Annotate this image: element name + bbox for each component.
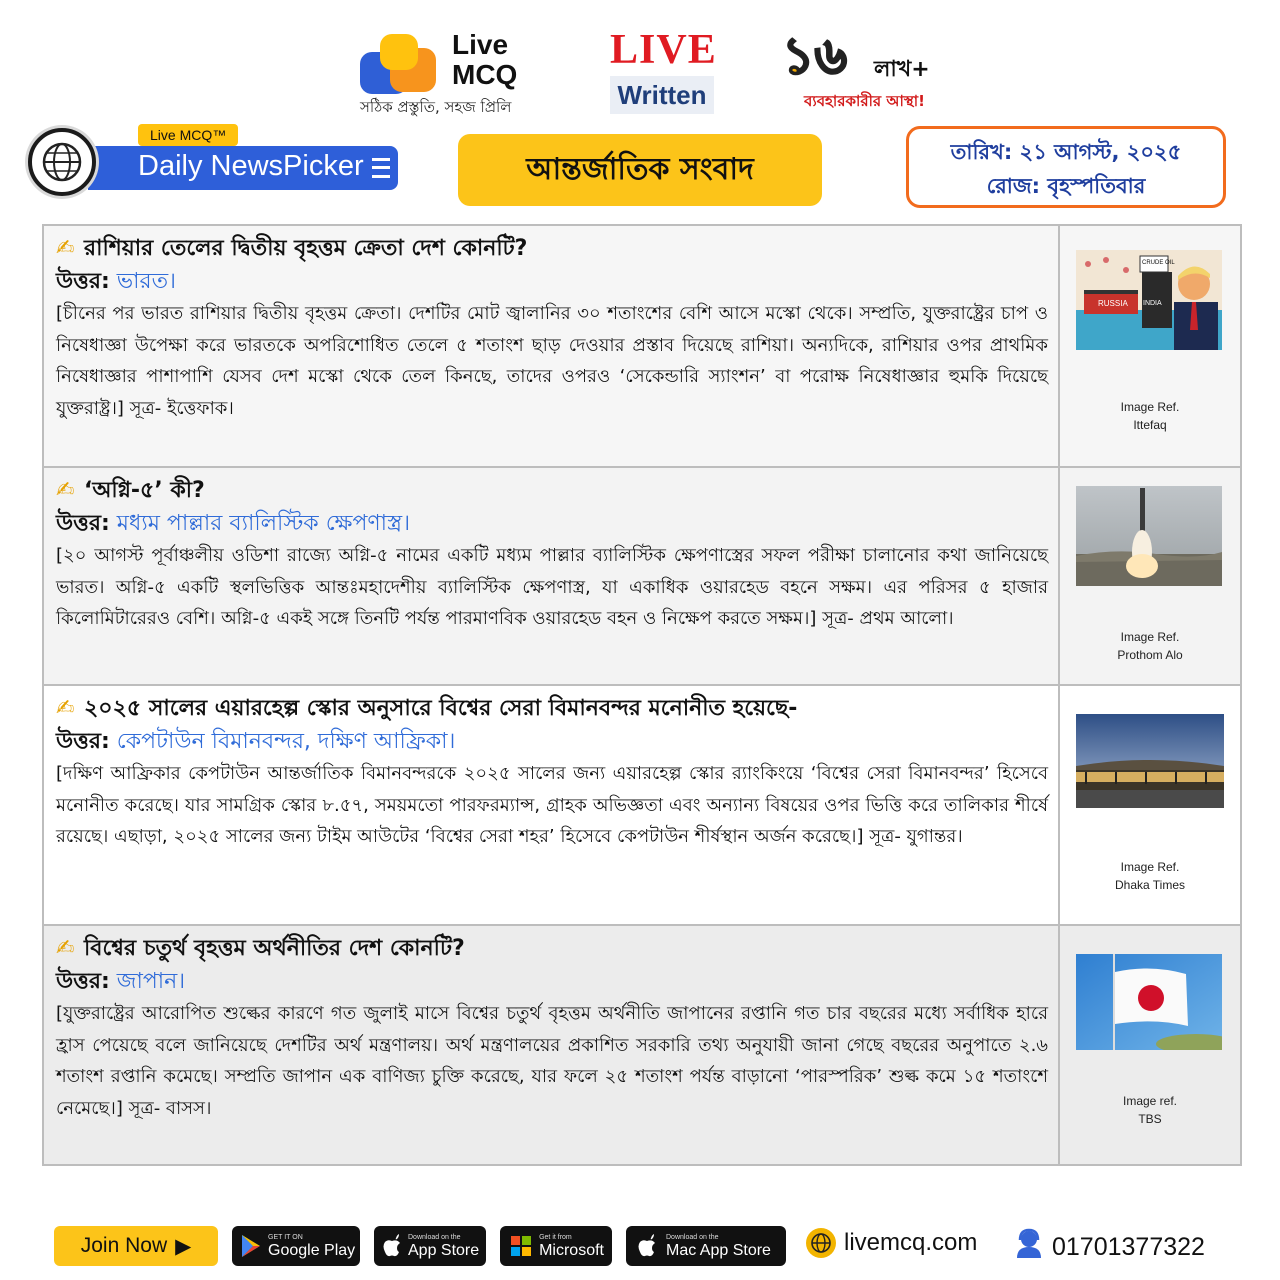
image-ref: Image Ref. Dhaka Times: [1114, 860, 1186, 892]
google-play-icon: [240, 1233, 262, 1259]
menu-lines-icon: [372, 158, 390, 178]
daily-newspicker-logo: [28, 124, 400, 202]
news-text: [44, 226, 1060, 466]
oil-trade-image: [1076, 250, 1222, 350]
pen-icon: ✍: [56, 696, 75, 721]
news-question: ✍ বিশ্বের চতুর্থ বৃহত্তম অর্থনীতির দেশ কোনটি?: [56, 932, 1048, 966]
news-image-cell: [1060, 226, 1240, 466]
news-image-cell: [1060, 468, 1240, 684]
live-written-line2: Written: [610, 76, 714, 114]
join-now-button[interactable]: Join Now ▶: [54, 1226, 218, 1266]
date-line: তারিখ: ২১ আগস্ট, ২০২৫: [950, 140, 1182, 164]
web-icon: [806, 1228, 836, 1258]
microsoft-icon: [508, 1233, 533, 1259]
news-question: ✍ রাশিয়ার তেলের দ্বিতীয় বৃহত্তম ক্রেতা দেশ কোনটি?: [56, 232, 1048, 266]
image-ref: Image Ref. Ittefaq: [1120, 400, 1180, 432]
news-item: [44, 926, 1240, 1164]
news-text: [44, 686, 1060, 924]
livemcq-brand: Live MCQ: [452, 29, 518, 90]
app-store-button[interactable]: Download on the App Store: [374, 1226, 486, 1266]
news-body: [যুক্তরাষ্ট্রের আরোপিত শুল্কের কারণে গত জুলাই মাসে বিশ্বের চতুর্থ বৃহত্তম অর্থনীতি জাপানের রপ্তানি গত চার বছরের মধ্যে সর্বাধিক হারে হ্রাস পেয়েছে বলে জানিয়েছে দেশটির অর্থ মন্ত্রণালয়। অর্থ মন্ত্রণালয়ের প্রকাশিত সরকারি তথ্য অনুযায়ী জানা গেছে বছরের অনুপাতে ২.৬ শতাংশ রপ্তানি কমেছে। সম্প্রতি জাপান এক বাণিজ্য চুক্তি করেছে, যার ফলে ২৫ শতাংশ পর্যন্ত বাড়ানো ‘পারস্পরিক’ শুল্ক কমে ১৫ শতাংশে নেমেছে।] সূত্র- বাসস।: [56, 1003, 1048, 1119]
microsoft-store-button[interactable]: Get it from Microsoft: [500, 1226, 612, 1266]
news-text: [44, 926, 1060, 1164]
news-answer: উত্তর: জাপান।: [56, 969, 186, 994]
date-box: [906, 126, 1226, 208]
dnp-badge: Live MCQ™: [138, 124, 238, 146]
users-number: ১৬: [782, 27, 847, 85]
play-icon: ▶: [175, 1234, 192, 1258]
phone-link[interactable]: 01701377322: [1014, 1228, 1205, 1267]
news-table: [42, 224, 1242, 1166]
users-trust: ব্যবহারকারীর আস্থা!: [804, 92, 926, 110]
news-image-cell: [1060, 686, 1240, 924]
livemcq-logo: [360, 28, 560, 118]
mac-app-store-button[interactable]: Download on the Mac App Store: [626, 1226, 786, 1266]
news-answer: উত্তর: ভারত।: [56, 269, 177, 294]
airport-image: [1076, 714, 1224, 808]
pen-icon: ✍: [56, 936, 75, 961]
footer: [0, 1222, 1280, 1268]
live-written-line1: LIVE: [610, 27, 717, 73]
live-written-logo: [610, 27, 717, 116]
missile-launch-image: [1076, 486, 1222, 586]
livemcq-tagline: সঠিক প্রস্তুতি, সহজ প্রিলি: [360, 98, 512, 116]
japan-flag-image: [1076, 954, 1222, 1050]
news-text: [44, 468, 1060, 684]
image-ref: Image ref. TBS: [1122, 1094, 1178, 1126]
dnp-bar: [88, 146, 398, 190]
website-link[interactable]: livemcq.com: [806, 1228, 977, 1258]
news-answer: উত্তর: মধ্যম পাল্লার ব্যালিস্টিক ক্ষেপণাস্ত্র।: [56, 511, 411, 536]
section-title: আন্তর্জাতিক সংবাদ: [458, 134, 822, 206]
image-ref: Image Ref. Prothom Alo: [1117, 630, 1183, 662]
news-item: [44, 468, 1240, 686]
pen-icon: ✍: [56, 236, 75, 261]
google-play-button[interactable]: GET IT ON Google Play: [232, 1226, 360, 1266]
news-item: [44, 226, 1240, 468]
svg-text:RUSSIA: RUSSIA: [1098, 299, 1128, 308]
pen-icon: ✍: [56, 478, 75, 503]
users-badge: [782, 28, 972, 118]
news-body: [চীনের পর ভারত রাশিয়ার দ্বিতীয় বৃহত্তম ক্রেতা। দেশটির মোট জ্বালানির ৩০ শতাংশের বেশি আসে মস্কো থেকে। সম্প্রতি, যুক্তরাষ্ট্রের চাপ ও নিষেধাজ্ঞা উপেক্ষা করে ভারতকে অপরিশোধিত তেলে ৫ শতাংশ ছাড় দেওয়ার প্রস্তাব দিয়েছে রাশিয়া। অন্যদিকে, রাশিয়ার ওপর প্রাথমিক নিষেধাজ্ঞার পাশাপাশি যেসব দেশ মস্কো থেকে তেল কিনছে, তাদের ওপরও ‘সেকেন্ডারি স্যাংশন’ বা পরোক্ষ নিষেধাজ্ঞার হুমকি দিয়েছে যুক্তরাষ্ট্র।] সূত্র- ইত্তেফাক।: [56, 303, 1048, 419]
news-question: ✍ ২০২৫ সালের এয়ারহেল্প স্কোর অনুসারে বিশ্বের সেরা বিমানবন্দর মনোনীত হয়েছে-: [56, 692, 1048, 726]
apple-icon: [382, 1233, 402, 1259]
svg-text:CRUDE OIL: CRUDE OIL: [1142, 260, 1175, 266]
dnp-title: Daily NewsPicker: [138, 150, 364, 182]
news-body: [দক্ষিণ আফ্রিকার কেপটাউন আন্তর্জাতিক বিমানবন্দরকে ২০২৫ সালের জন্য এয়ারহেল্প স্কোর র‍্যাংকিংয়ে ‘বিশ্বের সেরা বিমানবন্দর’ হিসেবে মনোনীত করেছে। যার সামগ্রিক স্কোর ৮.৫৭, সময়মতো পারফরম্যান্স, গ্রাহক অভিজ্ঞতা এবং অন্যান্য বিষয়ের ওপর ভিত্তি করে তালিকার শীর্ষে রয়েছে। এছাড়া, ২০২৫ সালের জন্য টাইম আউটের ‘বিশ্বের সেরা শহর’ হিসেবে কেপটাউন শীর্ষস্থান অর্জন করেছে।] সূত্র- যুগান্তর।: [56, 763, 1048, 847]
globe-icon: [28, 128, 96, 196]
phone-icon: [1014, 1228, 1044, 1267]
news-answer: উত্তর: কেপটাউন বিমানবন্দর, দক্ষিণ আফ্রিকা।: [56, 729, 456, 754]
news-body: [২০ আগস্ট পূর্বাঞ্চলীয় ওডিশা রাজ্যে অগ্নি-৫ নামের একটি মধ্যম পাল্লার ব্যালিস্টিক ক্ষেপণাস্ত্রের সফল পরীক্ষা চালানোর কথা জানিয়েছে ভারত। অগ্নি-৫ একটি স্থলভিত্তিক আন্তঃমহাদেশীয় ব্যালিস্টিক ক্ষেপণাস্ত্র, যা একাধিক ওয়ারহেড বহনে সক্ষম। এর পরিসর ৫ হাজার কিলোমিটারেরও বেশি। অগ্নি-৫ একই সঙ্গে তিনটি পর্যন্ত পারমাণবিক ওয়ারহেড বহন ও নিক্ষেপ করতে সক্ষম।] সূত্র- প্রথম আলো।: [56, 545, 1048, 629]
svg-text:INDIA: INDIA: [1143, 300, 1162, 307]
news-image-cell: [1060, 926, 1240, 1164]
news-question: ✍ ‘অগ্নি-৫’ কী?: [56, 474, 1048, 508]
day-line: রোজ: বৃহস্পতিবার: [986, 174, 1146, 198]
news-item: [44, 686, 1240, 926]
livemcq-logo-mark: [360, 34, 440, 94]
apple-icon: [634, 1233, 660, 1259]
users-unit: লাখ+: [874, 57, 930, 82]
